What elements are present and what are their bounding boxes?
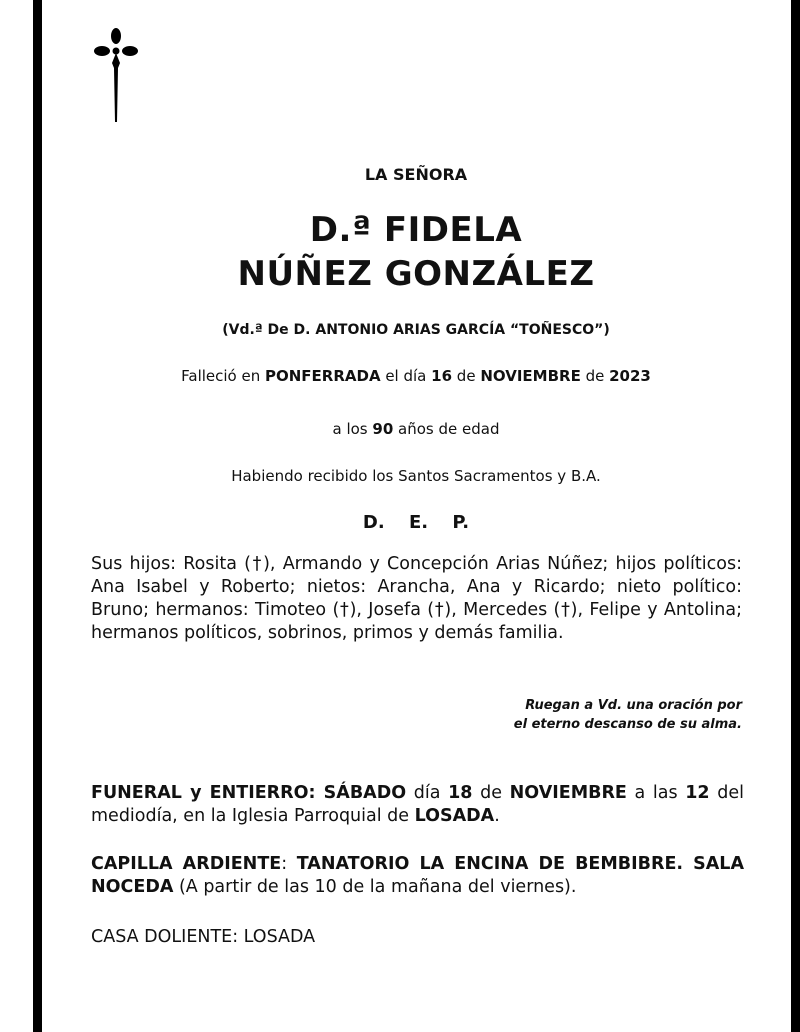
chapel-info: CAPILLA ARDIENTE: TANATORIO LA ENCINA DE BEMBIBRE. SALA NOCEDA (A partir de las 10 de la mañana del viernes). [91, 854, 745, 897]
prayer-line-1: Ruegan a Vd. una oración por [525, 698, 742, 713]
prayer-line-2: el eterno descanso de su alma. [513, 717, 742, 732]
age-years: 90 [372, 420, 394, 438]
death-month: NOVIEMBRE [480, 367, 581, 385]
right-border [791, 0, 800, 1032]
age-info: a los 90 años de edad [332, 420, 500, 438]
funeral-info: FUNERAL y ENTIERRO: SÁBADO día 18 de NOVIEMBRE a las 12 del mediodía, en la Iglesia Parroquial de LOSADA. [91, 783, 744, 826]
prayer-request [514, 696, 742, 734]
name-line-2: NÚÑEZ GONZÁLEZ [237, 254, 595, 294]
cross-icon [94, 28, 138, 124]
left-border [33, 0, 42, 1032]
sacraments-text: Habiendo recibido los Santos Sacramentos y B.A. [231, 467, 601, 485]
rip-text: D. E. P. [362, 512, 470, 533]
death-year: 2023 [609, 367, 651, 385]
death-place: PONFERRADA [265, 367, 381, 385]
family-list: Sus hijos: Rosita (†), Armando y Concepción Arias Núñez; hijos políticos: Ana Isabel y Roberto; nietos: Arancha, Ana y Ricardo; nieto político: Bruno; hermanos: Timoteo (†), Josefa (†), Mercedes (†), Felipe y Antolina; hermanos políticos, sobrinos, primos y demás familia. [91, 554, 742, 643]
death-day: 16 [431, 367, 453, 385]
name-line-1: D.ª FIDELA [309, 210, 523, 250]
deceased-name [90, 208, 742, 296]
widow-of: (Vd.ª De D. ANTONIO ARIAS GARCÍA “TOÑESCO”) [222, 322, 610, 338]
death-info: Falleció en PONFERRADA el día 16 de NOVIEMBRE de 2023 [181, 367, 651, 385]
mourning-house: CASA DOLIENTE: LOSADA [91, 927, 316, 947]
deceased-title: LA SEÑORA [364, 165, 468, 184]
